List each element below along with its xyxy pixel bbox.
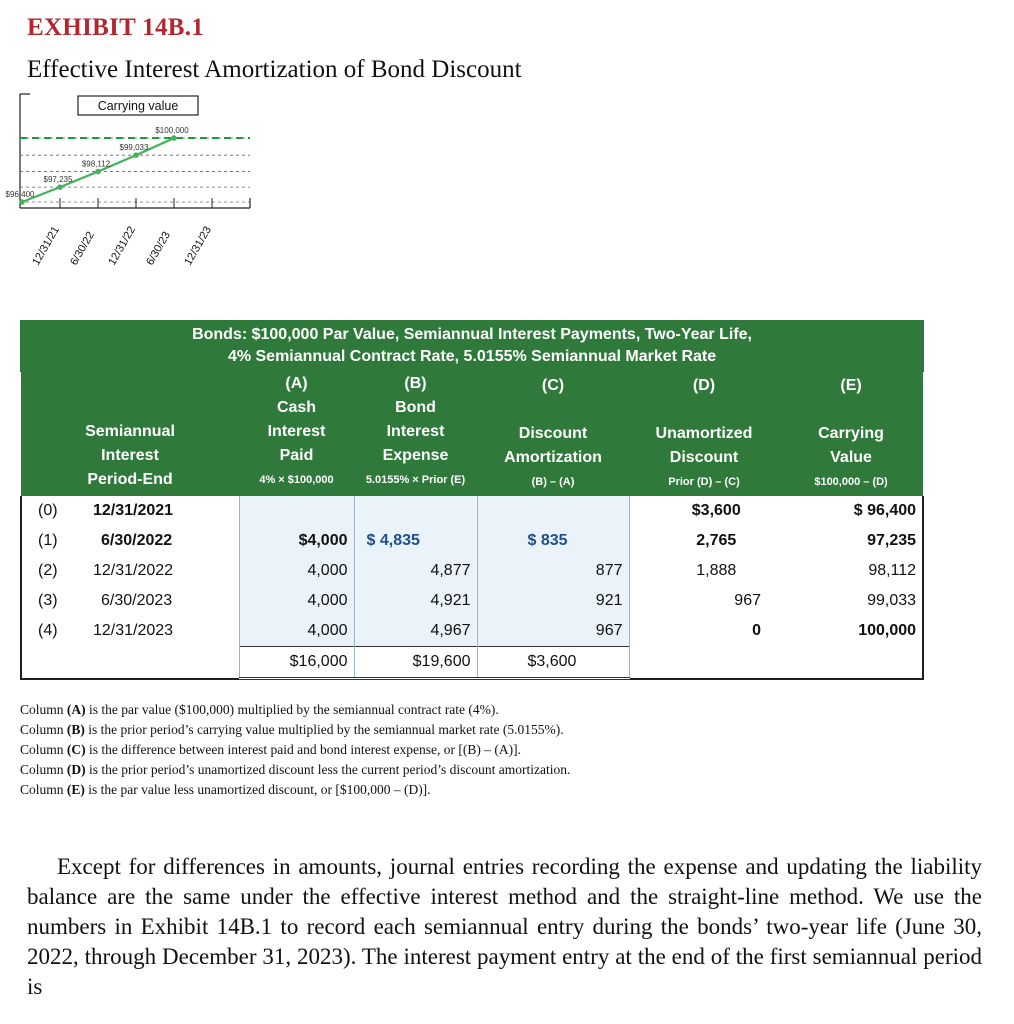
row-date: 12/31/2022 [93,562,174,579]
note-prefix: Column [20,782,67,797]
cell-interest-expense [354,496,477,526]
exhibit-label: EXHIBIT 14B.1 [27,14,205,41]
header-line: Carrying [818,425,884,442]
header-column-d [629,371,779,496]
amortization-table-wrap [20,320,922,680]
cell-cash-interest: 4,000 [239,586,354,616]
note-prefix: Column [20,742,67,757]
cell-discount-amortization: 877 [477,556,629,586]
row-index: (1) [21,526,81,556]
header-formula: (B) – (A) [531,476,575,488]
header-letter: (E) [840,377,862,394]
note-text: is the par value ($100,000) multiplied by the semiannual contract rate (4%). [85,702,499,717]
header-period [21,371,239,496]
table-row [21,616,923,647]
cell-unamortized-discount: 967 [734,592,761,609]
cell-unamortized-discount: $3,600 [691,502,741,519]
chart-point [133,152,139,158]
note-col: (D) [66,762,86,777]
header-period-line: Period-End [87,471,173,488]
column-note [20,780,570,800]
cell-carrying-value: 99,033 [779,586,923,616]
total-interest-expense: $19,600 [354,647,477,679]
table-banner-line2: 4% Semiannual Contract Rate, 5.0155% Semiannual Market Rate [227,348,717,365]
carrying-value-chart-svg [5,88,258,293]
cell-unamortized-discount: 0 [752,622,761,640]
chart-x-tick-label: 6/30/22 [68,229,97,268]
chart-legend-label: Carrying value [97,99,179,113]
header-formula: 5.0155% × Prior (E) [365,474,466,486]
chart-point [95,169,101,175]
note-text: is the difference between interest paid and bond interest expense, or [(B) – (A)]. [85,742,521,757]
carrying-value-chart [5,88,258,293]
chart-point-label: $96,400 [5,190,35,199]
header-line: Bond [395,399,436,416]
header-letter: (A) [285,375,308,392]
chart-marks [6,126,250,268]
cell-cash-interest: 4,000 [239,556,354,586]
row-index: (4) [21,616,81,647]
cell-discount-amortization: 967 [477,616,629,647]
note-col: (A) [66,702,86,717]
cell-interest-expense: 4,877 [354,556,477,586]
chart-x-tick-label: 12/31/22 [106,224,139,268]
totals-spacer [21,647,81,679]
header-line: Amortization [504,449,602,466]
chart-point [19,199,25,205]
header-column-e [779,371,923,496]
body-paragraph [27,852,982,1002]
cell-carrying-value: $ 96,400 [779,496,923,526]
total-cash-interest: $16,000 [239,647,354,679]
cell-discount-amortization [477,496,629,526]
total-discount-amortization: $3,600 [477,647,629,679]
header-letter: (D) [692,377,716,394]
note-col: (C) [66,742,86,757]
header-letter: (C) [541,377,565,394]
header-line: Paid [279,447,314,464]
header-line: Value [830,449,872,466]
header-column-c [477,371,629,496]
table-row [21,586,923,616]
column-note [20,700,570,720]
header-line: Unamortized [655,425,753,442]
note-col: (E) [66,782,85,797]
totals-spacer [81,647,239,679]
cell-discount-amortization: 921 [477,586,629,616]
cell-cash-interest [239,496,354,526]
chart-x-tick-label: 12/31/23 [182,224,215,268]
amortization-table [20,320,924,680]
cell-interest-expense: 4,921 [354,586,477,616]
body-paragraph-text: Except for differences in amounts, journal entries recording the expense and updating the liability balance are the same under the effective interest method and the straight-line method. We use the numbers in Exhibit 14B.1 to record each semiannual entry during the bonds’ two-year life (June 30, 2022, through December 31, 2023). The interest payment entry at the end of the first semiannual period is [27,854,982,999]
totals-spacer [629,647,779,679]
row-index: (2) [21,556,81,586]
column-note [20,760,570,780]
chart-point [171,135,177,141]
row-index: (3) [21,586,81,616]
table-banner-row [21,321,923,371]
note-col: (B) [66,722,85,737]
table-row [21,526,923,556]
note-prefix: Column [20,702,67,717]
header-period-line: Semiannual [85,423,175,440]
header-column-b [354,371,477,496]
table-banner-line1: Bonds: $100,000 Par Value, Semiannual Interest Payments, Two-Year Life, [192,326,752,343]
chart-x-tick-label: 12/31/21 [30,224,63,268]
header-period-line: Interest [101,447,159,464]
header-formula: $100,000 – (D) [814,476,888,488]
header-line: Discount [518,425,588,442]
cell-interest-expense: 4,967 [354,616,477,647]
note-prefix: Column [20,762,67,777]
header-column-a [239,371,354,496]
note-text: is the par value less unamortized discount, or [$100,000 – (D)]. [84,782,431,797]
header-letter: (B) [404,375,427,392]
chart-point-label: $100,000 [155,126,189,135]
note-prefix: Column [20,722,67,737]
cell-unamortized-discount: 1,888 [696,562,737,579]
cell-unamortized-discount: 2,765 [696,532,737,549]
row-date: 12/31/2021 [93,502,174,519]
header-formula: 4% × $100,000 [259,474,334,486]
totals-row [21,647,923,679]
row-date: 6/30/2023 [101,592,173,609]
row-date: 6/30/2022 [101,532,173,549]
row-date: 12/31/2023 [93,622,174,640]
table-header-row [21,371,923,496]
table-banner [21,321,923,371]
cell-cash-interest: $4,000 [239,526,354,556]
chart-point-label: $98,112 [81,159,111,169]
chart-point-label: $99,033 [119,143,149,153]
column-note [20,740,570,760]
chart-point-label: $97,235 [43,175,73,185]
row-index: (0) [21,496,81,526]
cell-discount-amortization: $ 835 [477,526,629,556]
cell-carrying-value: 100,000 [779,616,923,647]
header-line: Expense [382,447,449,464]
header-line: Interest [267,423,326,440]
cell-interest-expense: $ 4,835 [354,526,477,556]
note-text: is the prior period’s unamortized discount less the current period’s discount amortization. [85,762,571,777]
cell-cash-interest: 4,000 [239,616,354,647]
table-row [21,556,923,586]
chart-point [57,184,63,190]
cell-carrying-value: 98,112 [779,556,923,586]
header-line: Discount [669,449,739,466]
column-note [20,720,570,740]
cell-carrying-value: 97,235 [779,526,923,556]
header-formula: Prior (D) – (C) [668,476,740,488]
exhibit-title: Effective Interest Amortization of Bond Discount [27,56,522,83]
header-line: Cash [276,399,317,416]
table-row [21,496,923,526]
header-line: Interest [386,423,445,440]
column-notes [20,700,570,800]
note-text: is the prior period’s carrying value multiplied by the semiannual market rate (5.0155%). [84,722,564,737]
totals-spacer [779,647,923,679]
chart-x-tick-label: 6/30/23 [144,229,173,268]
